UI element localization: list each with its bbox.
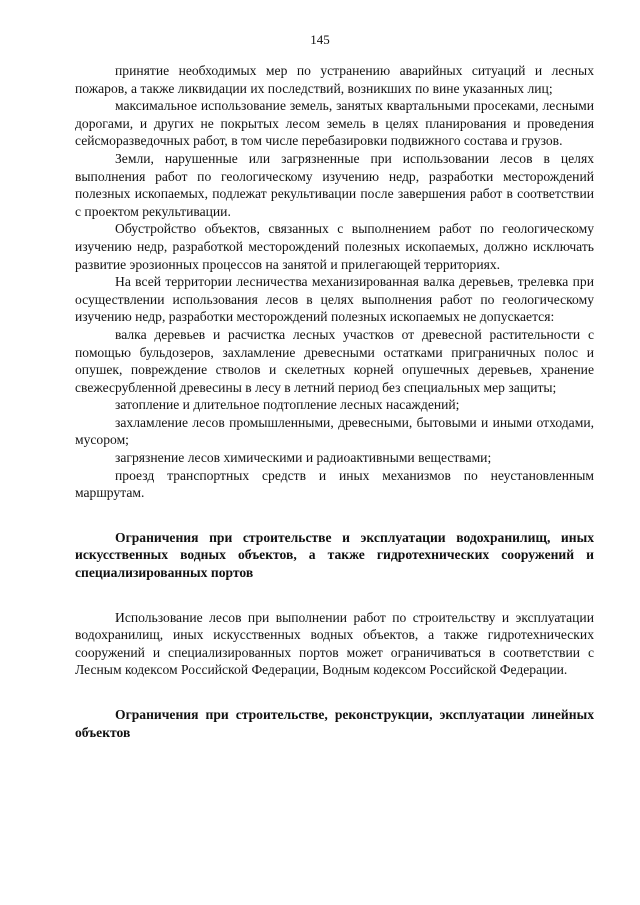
paragraph: проезд транспортных средств и иных механизмов по неустановленным маршрутам. (75, 467, 594, 501)
paragraph: принятие необходимых мер по устранению аварийных ситуаций и лесных пожаров, а также ликвидации их последствий, возникших по вине указанных лиц; (75, 63, 594, 96)
paragraph: Обустройство объектов, связанных с выполнением работ по геологическому изучению недр, разработкой месторождений полезных ископаемых, должно исключать развитие эрозионных процессов на занятой и прилегающей территориях. (75, 221, 594, 272)
paragraph: Земли, нарушенные или загрязненные при использовании лесов в целях выполнения работ по геологическому изучению недр, разработки месторождений полезных ископаемых, подлежат рекультивации после завершения работ в соответствии с проектом рекультивации. (75, 150, 594, 219)
paragraph: затопление и длительное подтопление лесных насаждений; (115, 397, 460, 413)
paragraph: Использование лесов при выполнении работ по строительству и эксплуатации водохранилищ, иных искусственных водных объектов, а также гидротехнических сооружений и специализированных портов может ограничиваться в соответствии с Лесным кодексом Российской Федерации, Водным кодексом Российской Федерации. (75, 609, 594, 678)
section-heading: Ограничения при строительстве, реконструкции, эксплуатации линейных объектов (75, 707, 594, 740)
paragraph: загрязнение лесов химическими и радиоактивными веществами; (115, 450, 492, 466)
paragraph: валка деревьев и расчистка лесных участков от древесной растительности с помощью бульдозеров, захламление древесными остатками приграничных полос и опушек, повреждение стволов и скелетных корней опушечных деревьев, хранение свежесрубленной древесины в лесу в летний период без специальных мер защиты; (75, 326, 594, 395)
section-heading: Ограничения при строительстве и эксплуатации водохранилищ, иных искусственных водных объектов, а также гидротехнических сооружений и специализированных портов (75, 529, 594, 581)
page-content (75, 62, 594, 741)
page-number: 145 (310, 32, 330, 47)
paragraph: максимальное использование земель, занятых квартальными просеками, лесными дорогами, и других не покрытых лесом земель в целях планирования и проведения сейсморазведочных работ, в том числе перебазировки подвижного состава и грузов. (75, 98, 594, 149)
paragraph: захламление лесов промышленными, древесными, бытовыми и иными отходами, мусором; (75, 414, 594, 448)
paragraph: На всей территории лесничества механизированная валка деревьев, трелевка при осуществлении использования лесов в целях выполнения работ по геологическому изучению недр, разработки месторождений полезных ископаемых не допускается: (75, 274, 594, 325)
